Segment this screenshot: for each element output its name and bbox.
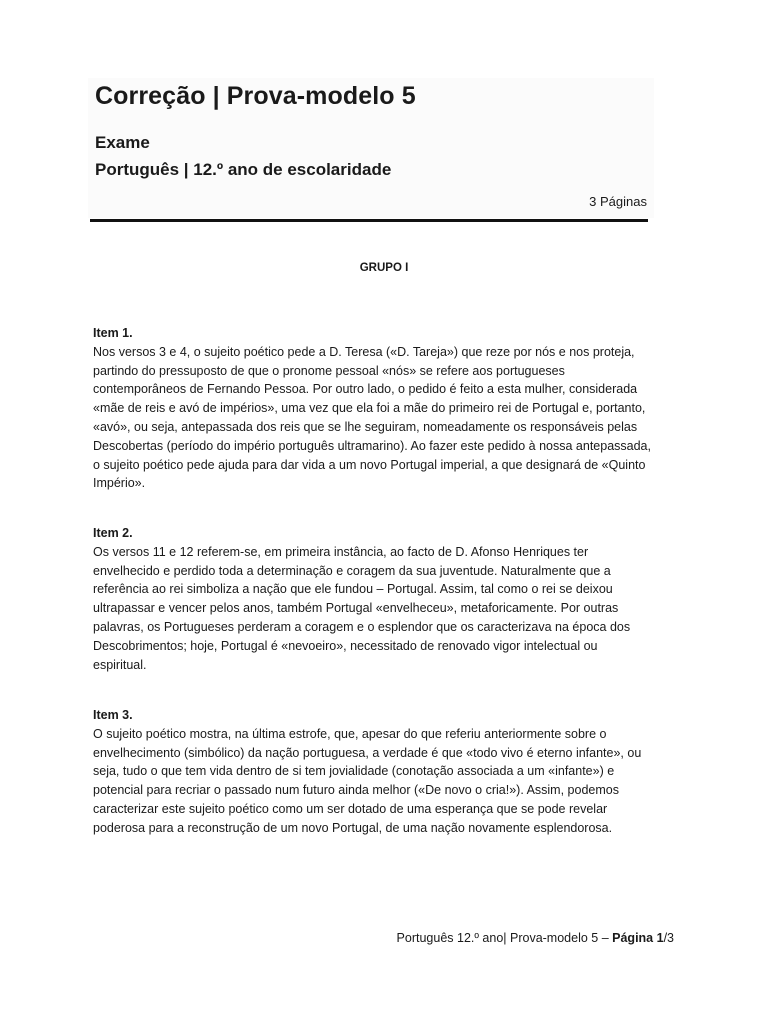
item-line: Império». bbox=[93, 476, 146, 491]
answer-item-3 bbox=[93, 706, 683, 838]
footer-page-label: Página 1 bbox=[612, 931, 664, 945]
item-line: envelhecimento (simbólico) da nação portuguesa, a verdade é que «todo vivo é eterno infante», ou bbox=[93, 745, 642, 760]
item-line: palavras, os Portugueses perderam a coragem e o esplendor que os caracterizava na época dos bbox=[93, 619, 631, 634]
item-line: Os versos 11 e 12 referem-se, em primeira instância, ao facto de D. Afonso Henriques ter bbox=[93, 544, 589, 559]
header-divider bbox=[90, 219, 648, 222]
exam-subject: Português | 12.º ano de escolaridade bbox=[95, 160, 392, 179]
item-line: espiritual. bbox=[93, 657, 147, 672]
item-line: o sujeito poético pede ajuda para dar vida a um novo Portugal imperial, a que designará de «Quinto bbox=[93, 457, 646, 472]
item-line: partindo do pressuposto de que o pronome pessoal «nós» se refere aos portugueses bbox=[93, 363, 565, 378]
group-heading: GRUPO I bbox=[359, 262, 409, 274]
item-title: Item 3. bbox=[93, 708, 133, 722]
item-title: Item 1. bbox=[93, 326, 133, 340]
exam-type: Exame bbox=[95, 133, 150, 152]
item-line: Descobrimentos; hoje, Portugal é «nevoeiro», necessitado de renovado vigor intelectual ou bbox=[93, 638, 598, 653]
item-line: potencial para recriar o passado num futuro ainda melhor («De novo o cria!»). Assim, podemos bbox=[93, 783, 619, 798]
item-line: Nos versos 3 e 4, o sujeito poético pede a D. Teresa («D. Tareja») que reze por nós e nos proteja, bbox=[93, 344, 635, 359]
footer-text: Português 12.º ano| Prova-modelo 5 – bbox=[396, 931, 613, 945]
item-line: caracterizar este sujeito poético como um ser dotado de uma esperança que se pode revelar bbox=[93, 801, 608, 816]
item-body bbox=[93, 343, 683, 493]
item-line: seja, tudo o que tem vida dentro de si tem jovialidade (conotação associada a um «infante») e bbox=[93, 764, 615, 779]
item-title: Item 2. bbox=[93, 526, 133, 540]
page-footer bbox=[397, 931, 674, 945]
item-line: poderosa para a reconstrução de um novo Portugal, de uma nação novamente esplendorosa. bbox=[93, 820, 613, 835]
item-line: envelhecido e perdido toda a determinação e coragem da sua juventude. Naturalmente que a bbox=[93, 563, 611, 578]
item-body bbox=[93, 725, 683, 838]
item-line: «mãe de reis e avó de impérios», uma vez que ela foi a mãe do primeiro rei de Portugal e, portanto, bbox=[93, 401, 646, 416]
item-line: contemporâneos de Fernando Pessoa. Por outro lado, o pedido é feito a esta mulher, considerada bbox=[93, 382, 638, 397]
item-line: ultrapassar e vencer pelos anos, também Portugal «envelheceu», metaforicamente. Por outras bbox=[93, 601, 619, 616]
page-count: 3 Páginas bbox=[589, 194, 647, 209]
answer-item-1 bbox=[93, 324, 683, 493]
item-line: referência ao rei simboliza a nação que ele fundou – Portugal. Assim, tal como o rei se deixou bbox=[93, 582, 613, 597]
answer-item-2 bbox=[93, 524, 683, 674]
item-body bbox=[93, 543, 683, 675]
document-title: Correção | Prova-modelo 5 bbox=[95, 82, 416, 110]
item-line: «avó», ou seja, antepassada dos reis que se lhe seguiram, nomeadamente os responsáveis pelas bbox=[93, 419, 638, 434]
footer-page-total: /3 bbox=[663, 931, 674, 945]
item-line: Descobertas (período do império português ultramarino). Ao fazer este pedido à nossa antepassada, bbox=[93, 438, 651, 453]
item-line: O sujeito poético mostra, na última estrofe, que, apesar do que referiu anteriormente sobre o bbox=[93, 726, 607, 741]
